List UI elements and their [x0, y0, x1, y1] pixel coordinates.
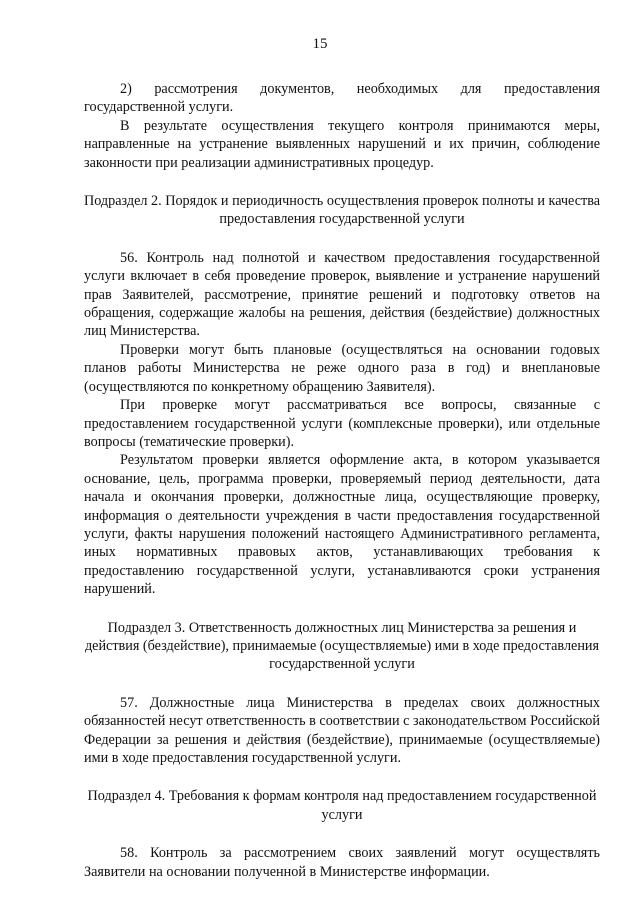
paragraph-57: 57. Должностные лица Министерства в пределах своих должностных обязанностей несут ответственность в соответствии с законодательством Российской Федерации за решения и действия (бездействие), принимаемые (осуществляемые) ими в ходе предоставления государственной услуги.	[84, 694, 600, 766]
document-body	[84, 80, 600, 881]
page-number: 15	[312, 36, 328, 52]
subsection-4-heading: Подраздел 4. Требования к формам контроля над предоставлением государственной услуги	[87, 788, 597, 823]
subsection-2-heading: Подраздел 2. Порядок и периодичность осуществления проверок полноты и качества предоставления государственной услуги	[84, 193, 601, 228]
paragraph-inspection-result: Результатом проверки является оформление акта, в котором указывается основание, цель, программа проверки, проверяемый период деятельности, дата начала и окончания проверки, должностные лица, осуществляющие проверку, информация о деятельности учреждения в части предоставления государственной услуги, факты нарушения положений настоящего Административного регламента, иных нормативных правовых актов, устанавливающих требования к предоставлению государственной услуги, устанавливаются сроки устранения нарушений.	[84, 452, 600, 598]
subsection-3-heading: Подраздел 3. Ответственность должностных лиц Министерства за решения и действия (бездействие), принимаемые (осуществляемые) ими в ходе предоставления государственной услуги	[84, 619, 600, 673]
paragraph-item-2: 2) рассмотрения документов, необходимых для предоставления государственной услуги.	[84, 81, 600, 116]
paragraph-control-result: В результате осуществления текущего контроля принимаются меры, направленные на устранение выявленных нарушений и их причин, соблюдение законности при реализации административных процедур.	[84, 117, 600, 171]
paragraph-inspections-types: Проверки могут быть плановые (осуществляться на основании годовых планов работы Министерства не реже одного раза в год) и внеплановые (осуществляются по конкретному обращению Заявителя).	[84, 341, 600, 395]
paragraph-56: 56. Контроль над полнотой и качеством предоставления государственной услуги включает в себя проведение проверок, выявление и устранение нарушений прав Заявителей, рассмотрение, принятие решений и подготовку ответов на обращения, содержащие жалобы на решения, действия (бездействие) должностных лиц Министерства.	[84, 249, 600, 340]
paragraph-inspection-questions: При проверке могут рассматриваться все вопросы, связанные с предоставлением государственной услуги (комплексные проверки), или отдельные вопросы (тематические проверки).	[84, 397, 600, 450]
paragraph-58: 58. Контроль за рассмотрением своих заявлений могут осуществлять Заявители на основании полученной в Министерстве информации.	[84, 845, 600, 880]
